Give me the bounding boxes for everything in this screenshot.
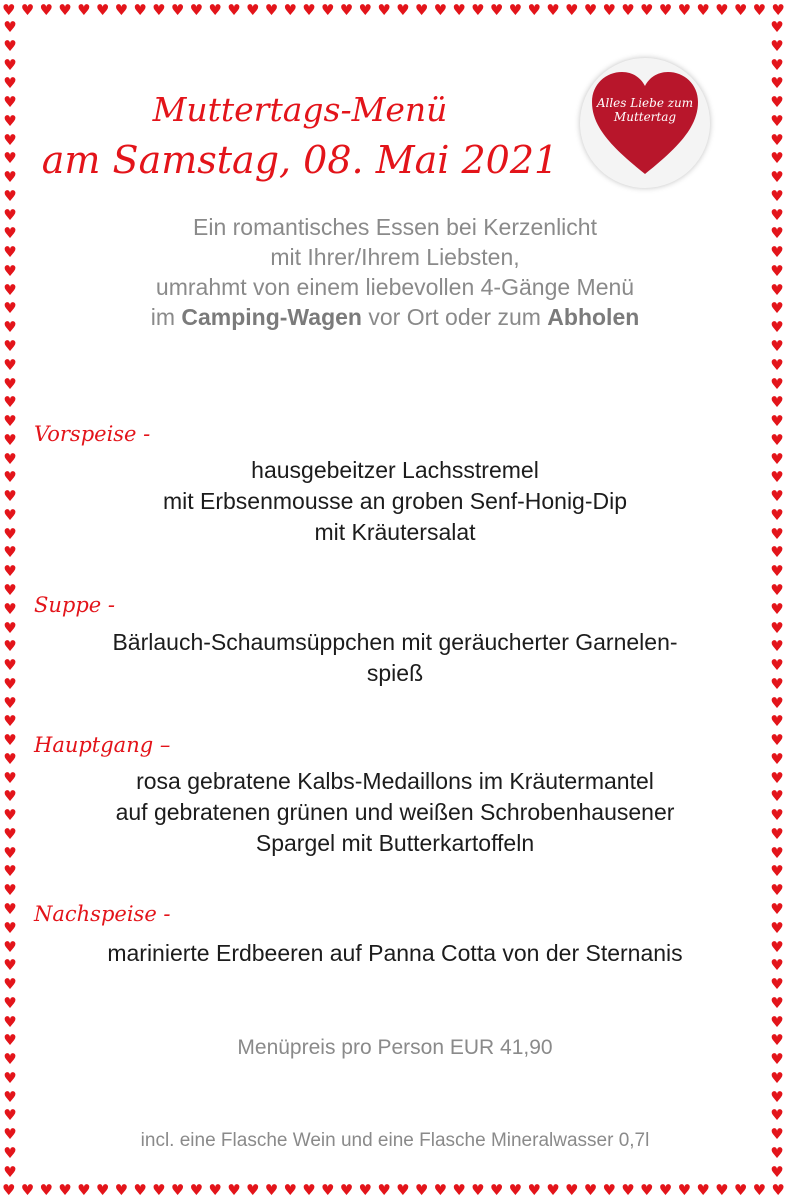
heart-icon: ♥: [358, 1180, 372, 1199]
heart-icon: ♥: [245, 1180, 260, 1199]
heart-icon: ♥: [3, 637, 17, 656]
heart-icon: ♥: [3, 487, 17, 506]
course-line: hausgebeitzer Lachsstremel: [251, 457, 539, 483]
heart-icon: ♥: [770, 731, 784, 750]
heart-icon: ♥: [770, 843, 784, 862]
heart-icon: ♥: [770, 299, 784, 318]
heart-icon: ♥: [3, 224, 17, 243]
heart-icon: ♥: [770, 18, 784, 36]
course-body-suppe: [28, 627, 762, 689]
heart-icon: ♥: [20, 1180, 35, 1199]
course-title-hauptgang: Hauptgang –: [34, 733, 171, 757]
heart-icon: ♥: [208, 0, 222, 19]
heart-icon: ♥: [733, 0, 748, 19]
heart-icon: ♥: [770, 468, 784, 487]
badge-text-line-2: Muttertag: [613, 110, 677, 124]
course-line: mit Kräutersalat: [314, 519, 476, 545]
heart-icon: ♥: [264, 1180, 279, 1199]
title-line-1: Muttertags-Menü: [152, 90, 448, 129]
heart-icon: ♥: [771, 0, 785, 19]
heart-icon: ♥: [3, 693, 17, 712]
heart-icon: ♥: [3, 580, 17, 599]
heart-icon: ♥: [770, 1068, 784, 1087]
heart-icon: ♥: [133, 1180, 147, 1199]
heart-border-bottom: [0, 1180, 787, 1200]
heart-icon: ♥: [621, 1180, 635, 1199]
heart-icon: ♥: [3, 806, 17, 825]
heart-icon: ♥: [3, 130, 17, 149]
heart-icon: ♥: [770, 74, 784, 93]
course-line: auf gebratenen grünen und weißen Schrobenhausener: [115, 799, 675, 825]
heart-icon: ♥: [339, 1180, 354, 1199]
heart-icon: ♥: [3, 881, 17, 900]
heart-icon: ♥: [770, 580, 784, 599]
intro-line-1: Ein romantisches Essen bei Kerzenlicht: [193, 214, 597, 240]
heart-border-left: [0, 20, 20, 1180]
heart-icon: ♥: [3, 186, 17, 205]
heart-icon: ♥: [770, 693, 784, 712]
heart-icon: ♥: [770, 505, 784, 524]
heart-icon: ♥: [770, 824, 784, 843]
heart-icon: ♥: [170, 1180, 185, 1199]
heart-icon: ♥: [339, 0, 354, 19]
heart-icon: ♥: [3, 393, 17, 412]
heart-icon: ♥: [321, 1180, 335, 1199]
heart-icon: ♥: [489, 0, 504, 19]
heart-icon: ♥: [583, 1180, 598, 1199]
heart-icon: ♥: [452, 1180, 466, 1199]
heart-icon: ♥: [433, 1180, 448, 1199]
heart-icon: ♥: [546, 1180, 560, 1199]
heart-icon: ♥: [227, 0, 241, 19]
heart-icon: ♥: [264, 0, 279, 19]
heart-icon: ♥: [770, 712, 784, 731]
heart-icon: ♥: [2, 1180, 16, 1199]
heart-icon: ♥: [770, 806, 784, 825]
heart-icon: ♥: [414, 1180, 429, 1199]
heart-icon: ♥: [752, 0, 767, 19]
heart-icon: ♥: [770, 1031, 784, 1050]
heart-icon: ♥: [3, 843, 17, 862]
course-body-nachspeise: [28, 938, 762, 969]
heart-icon: ♥: [770, 937, 784, 956]
mothers-day-badge: [580, 58, 710, 188]
course-body-hauptgang: [28, 766, 762, 859]
heart-icon: ♥: [770, 674, 784, 693]
heart-icon: ♥: [189, 1180, 204, 1199]
heart-icon: ♥: [770, 881, 784, 900]
heart-icon: ♥: [770, 975, 784, 994]
heart-icon: ♥: [3, 543, 17, 562]
heart-icon: ♥: [3, 374, 17, 393]
heart-icon: ♥: [3, 149, 17, 168]
heart-icon: ♥: [508, 0, 523, 19]
heart-icon: ♥: [677, 0, 692, 19]
heart-icon: ♥: [3, 731, 17, 750]
heart-icon: ♥: [770, 111, 784, 130]
heart-icon: ♥: [3, 1125, 17, 1144]
heart-icon: ♥: [733, 1180, 748, 1199]
heart-icon: ♥: [283, 0, 297, 19]
heart-icon: ♥: [3, 111, 17, 130]
heart-icon: ♥: [602, 1180, 616, 1199]
heart-icon: ♥: [546, 0, 560, 19]
heart-icon: ♥: [770, 749, 784, 768]
heart-icon: ♥: [770, 618, 784, 637]
abholen-text: Abholen: [547, 304, 640, 330]
heart-icon: ♥: [3, 787, 17, 806]
heart-icon: ♥: [770, 430, 784, 449]
heart-icon: ♥: [3, 337, 17, 356]
heart-icon: ♥: [489, 1180, 504, 1199]
heart-icon: ♥: [770, 1106, 784, 1125]
heart-icon: ♥: [696, 0, 710, 19]
heart-icon: ♥: [752, 1180, 767, 1199]
heart-icon: ♥: [715, 1180, 729, 1199]
heart-icon: ♥: [58, 0, 72, 19]
heart-icon: ♥: [3, 618, 17, 637]
heart-icon: ♥: [321, 0, 335, 19]
heart-icon: ♥: [3, 55, 17, 74]
heart-icon: [590, 70, 700, 178]
heart-icon: ♥: [770, 36, 784, 55]
price-footnote: incl. eine Flasche Wein und eine Flasche Mineralwasser 0,7l: [140, 1130, 650, 1151]
heart-icon: ♥: [152, 1180, 166, 1199]
heart-icon: ♥: [771, 1180, 785, 1199]
heart-icon: ♥: [583, 0, 598, 19]
title-line-2: am Samstag, 08. Mai 2021: [41, 138, 559, 182]
intro-line-4-mid: vor Ort oder zum: [361, 304, 548, 330]
heart-icon: ♥: [770, 337, 784, 356]
heart-icon: ♥: [640, 0, 654, 19]
heart-icon: ♥: [3, 1050, 17, 1069]
heart-icon: ♥: [770, 130, 784, 149]
heart-icon: ♥: [3, 355, 17, 374]
badge-text-line-1: Alles Liebe zum: [596, 96, 694, 110]
heart-icon: ♥: [770, 768, 784, 787]
heart-icon: ♥: [3, 74, 17, 93]
heart-icon: ♥: [3, 749, 17, 768]
heart-icon: ♥: [471, 0, 485, 19]
heart-icon: ♥: [770, 393, 784, 412]
heart-icon: ♥: [3, 768, 17, 787]
heart-icon: ♥: [770, 562, 784, 581]
heart-icon: ♥: [189, 0, 204, 19]
heart-icon: ♥: [39, 1180, 53, 1199]
heart-icon: ♥: [3, 524, 17, 543]
heart-icon: ♥: [602, 0, 616, 19]
heart-icon: ♥: [770, 261, 784, 280]
heart-icon: ♥: [658, 1180, 673, 1199]
heart-icon: ♥: [95, 0, 110, 19]
heart-icon: ♥: [302, 1180, 316, 1199]
heart-icon: ♥: [77, 0, 91, 19]
heart-icon: ♥: [770, 787, 784, 806]
heart-icon: ♥: [20, 0, 35, 19]
heart-icon: ♥: [3, 243, 17, 262]
heart-icon: ♥: [527, 1180, 541, 1199]
heart-icon: ♥: [770, 186, 784, 205]
heart-icon: ♥: [3, 1162, 17, 1181]
intro-line-4: [30, 302, 760, 332]
badge-text: [590, 96, 700, 124]
heart-border-right: [767, 20, 787, 1180]
heart-icon: ♥: [3, 975, 17, 994]
heart-icon: ♥: [433, 0, 448, 19]
heart-icon: ♥: [3, 1068, 17, 1087]
heart-icon: ♥: [770, 318, 784, 337]
heart-icon: ♥: [133, 0, 147, 19]
course-line: rosa gebratene Kalbs-Medaillons im Kräutermantel: [136, 768, 654, 794]
course-line: Bärlauch-Schaumsüppchen mit geräucherter Garnelen-: [112, 629, 678, 655]
menu-title: [40, 88, 560, 188]
heart-icon: ♥: [770, 243, 784, 262]
course-title-vorspeise: Vorspeise -: [34, 422, 151, 446]
heart-icon: ♥: [770, 1012, 784, 1031]
heart-icon: ♥: [3, 299, 17, 318]
heart-icon: ♥: [3, 449, 17, 468]
heart-icon: ♥: [114, 0, 129, 19]
course-title-nachspeise: Nachspeise -: [34, 902, 171, 926]
heart-icon: ♥: [39, 0, 53, 19]
heart-icon: ♥: [770, 918, 784, 937]
heart-icon: ♥: [770, 412, 784, 431]
heart-icon: ♥: [770, 1143, 784, 1162]
heart-icon: ♥: [3, 862, 17, 881]
heart-icon: ♥: [227, 1180, 241, 1199]
heart-icon: ♥: [770, 993, 784, 1012]
heart-icon: ♥: [770, 524, 784, 543]
heart-icon: ♥: [564, 0, 579, 19]
heart-icon: ♥: [770, 1162, 784, 1181]
heart-border-top: [0, 0, 787, 20]
course-line: spieß: [366, 660, 424, 686]
heart-icon: ♥: [658, 0, 673, 19]
heart-icon: ♥: [95, 1180, 110, 1199]
heart-icon: ♥: [564, 1180, 579, 1199]
heart-icon: ♥: [3, 1012, 17, 1031]
heart-icon: ♥: [58, 1180, 72, 1199]
heart-icon: ♥: [770, 374, 784, 393]
heart-icon: ♥: [3, 280, 17, 299]
heart-icon: ♥: [3, 261, 17, 280]
heart-icon: ♥: [508, 1180, 523, 1199]
heart-icon: ♥: [770, 149, 784, 168]
heart-icon: ♥: [3, 956, 17, 975]
heart-icon: ♥: [770, 956, 784, 975]
heart-icon: ♥: [770, 449, 784, 468]
heart-icon: ♥: [3, 918, 17, 937]
course-line: marinierte Erdbeeren auf Panna Cotta von der Sternanis: [107, 940, 683, 966]
heart-icon: ♥: [770, 93, 784, 112]
heart-icon: ♥: [170, 0, 185, 19]
intro-line-3: umrahmt von einem liebevollen 4-Gänge Menü: [155, 274, 635, 300]
intro-text: [30, 212, 760, 332]
course-title-suppe: Suppe -: [34, 593, 115, 617]
heart-icon: ♥: [770, 224, 784, 243]
heart-icon: ♥: [114, 1180, 129, 1199]
heart-icon: ♥: [3, 899, 17, 918]
heart-icon: ♥: [2, 0, 16, 19]
intro-line-2: mit Ihrer/Ihrem Liebsten,: [270, 244, 520, 270]
heart-icon: ♥: [770, 656, 784, 675]
heart-icon: ♥: [3, 599, 17, 618]
heart-icon: ♥: [471, 1180, 485, 1199]
heart-icon: ♥: [3, 205, 17, 224]
heart-icon: ♥: [3, 1087, 17, 1106]
heart-icon: ♥: [396, 0, 410, 19]
heart-icon: ♥: [770, 168, 784, 187]
heart-icon: ♥: [677, 1180, 692, 1199]
heart-icon: ♥: [640, 1180, 654, 1199]
heart-icon: ♥: [3, 712, 17, 731]
heart-icon: ♥: [3, 656, 17, 675]
heart-icon: ♥: [3, 937, 17, 956]
course-line: mit Erbsenmousse an groben Senf-Honig-Dip: [162, 488, 628, 514]
heart-icon: ♥: [3, 36, 17, 55]
heart-icon: ♥: [770, 1087, 784, 1106]
heart-icon: ♥: [3, 562, 17, 581]
heart-icon: ♥: [396, 1180, 410, 1199]
heart-icon: ♥: [3, 1143, 17, 1162]
heart-icon: ♥: [377, 0, 391, 19]
heart-icon: ♥: [770, 599, 784, 618]
heart-icon: ♥: [3, 824, 17, 843]
heart-icon: ♥: [245, 0, 260, 19]
heart-icon: ♥: [770, 487, 784, 506]
heart-icon: ♥: [302, 0, 316, 19]
heart-icon: ♥: [152, 0, 166, 19]
heart-icon: ♥: [283, 1180, 297, 1199]
heart-icon: ♥: [527, 0, 541, 19]
intro-line-4-pre: im: [150, 304, 182, 330]
course-body-vorspeise: [28, 455, 762, 548]
heart-icon: ♥: [3, 412, 17, 431]
heart-icon: ♥: [3, 1106, 17, 1125]
heart-icon: ♥: [377, 1180, 391, 1199]
heart-icon: ♥: [3, 993, 17, 1012]
heart-icon: ♥: [77, 1180, 91, 1199]
heart-icon: ♥: [770, 862, 784, 881]
heart-icon: ♥: [3, 468, 17, 487]
heart-icon: ♥: [770, 899, 784, 918]
course-line: Spargel mit Butterkartoffeln: [255, 830, 535, 856]
heart-icon: ♥: [696, 1180, 710, 1199]
heart-icon: ♥: [770, 1125, 784, 1144]
heart-icon: ♥: [414, 0, 429, 19]
camping-wagen-text: Camping-Wagen: [181, 304, 362, 330]
heart-icon: ♥: [3, 674, 17, 693]
heart-icon: ♥: [208, 1180, 222, 1199]
heart-icon: ♥: [358, 0, 372, 19]
heart-icon: ♥: [770, 55, 784, 74]
heart-icon: ♥: [3, 505, 17, 524]
heart-icon: ♥: [770, 543, 784, 562]
heart-icon: ♥: [621, 0, 635, 19]
heart-icon: ♥: [3, 430, 17, 449]
heart-icon: ♥: [3, 1031, 17, 1050]
heart-icon: ♥: [715, 0, 729, 19]
heart-icon: ♥: [3, 18, 17, 36]
heart-icon: ♥: [770, 280, 784, 299]
heart-icon: ♥: [452, 0, 466, 19]
heart-icon: ♥: [770, 637, 784, 656]
heart-icon: ♥: [770, 355, 784, 374]
heart-icon: ♥: [3, 168, 17, 187]
heart-icon: ♥: [3, 93, 17, 112]
heart-icon: ♥: [770, 205, 784, 224]
heart-icon: ♥: [3, 318, 17, 337]
menu-price: Menüpreis pro Person EUR 41,90: [237, 1036, 553, 1059]
heart-icon: ♥: [770, 1050, 784, 1069]
